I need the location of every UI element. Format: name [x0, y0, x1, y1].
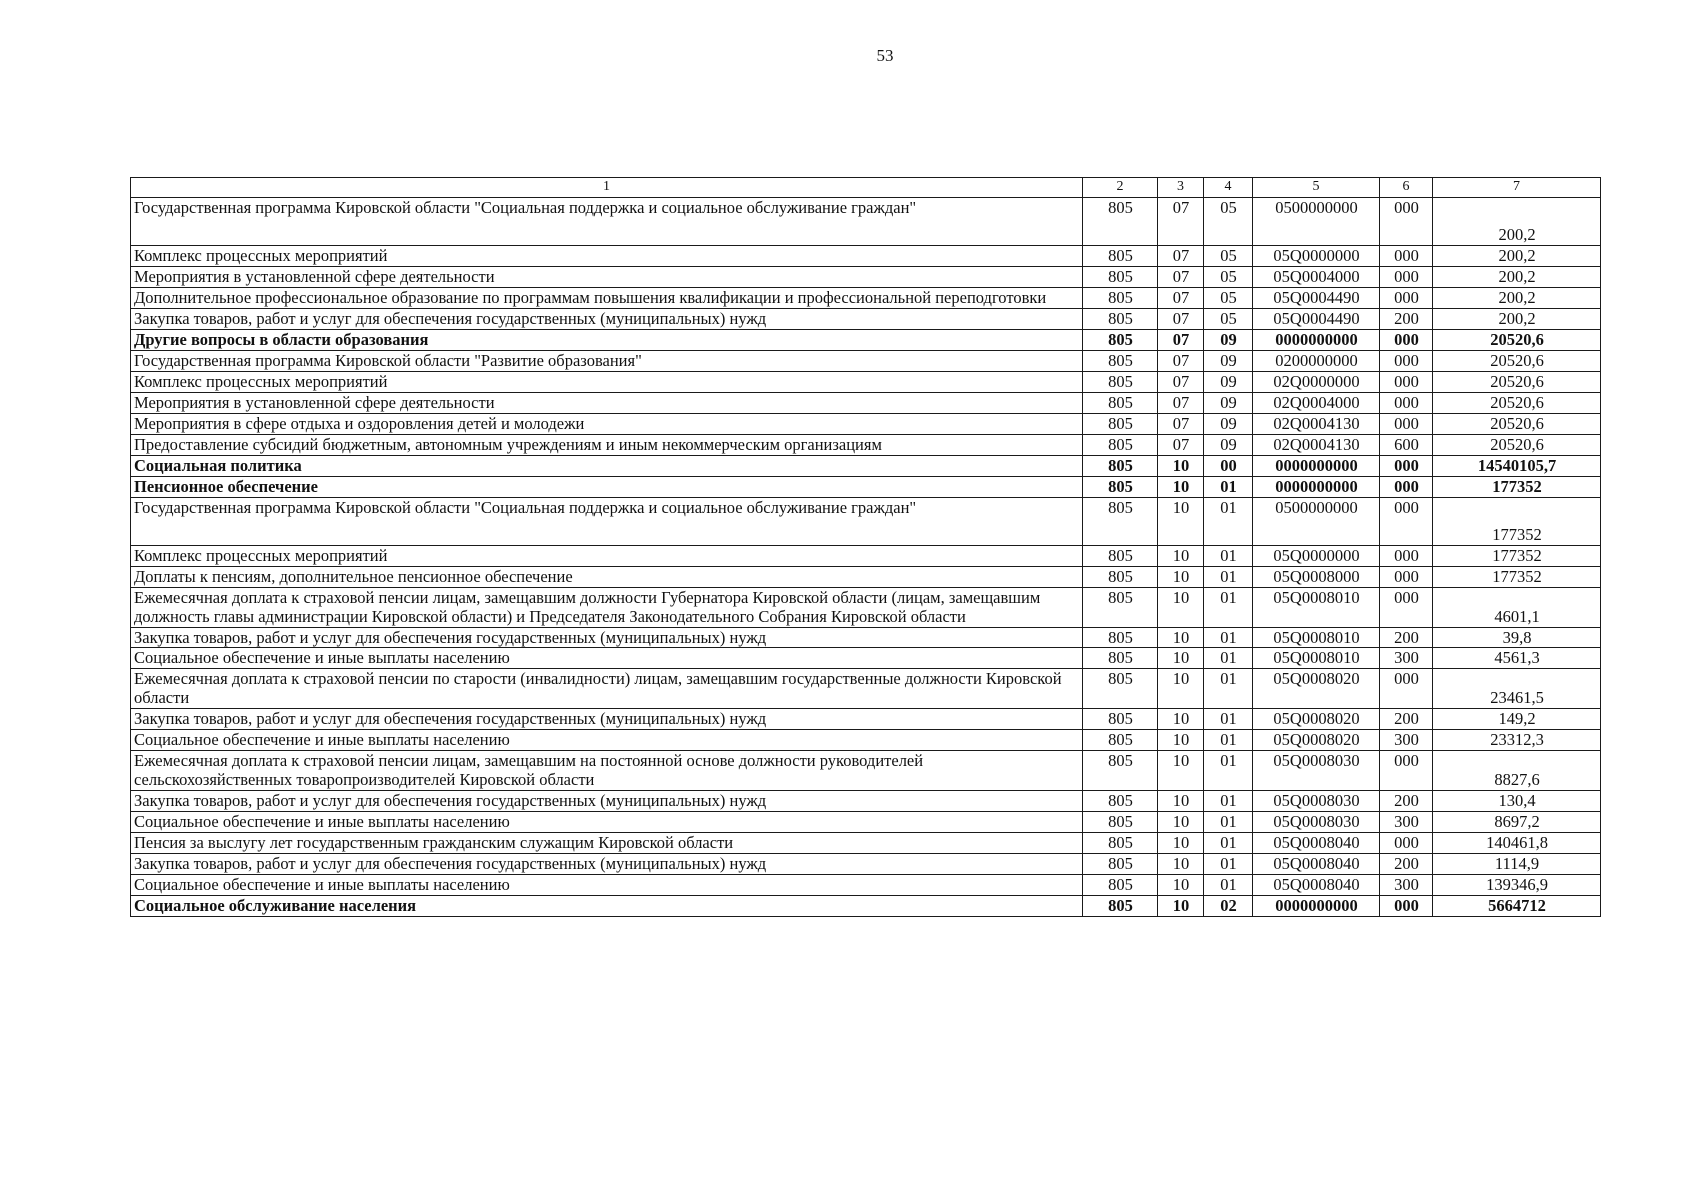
code-subsection-cell: 01: [1204, 833, 1253, 854]
amount-cell: 149,2: [1433, 709, 1601, 730]
amount-cell: 39,8: [1433, 627, 1601, 648]
code-expense-type-cell: 000: [1380, 497, 1433, 545]
code-subsection-cell: 05: [1204, 246, 1253, 267]
code-expense-type-cell: 300: [1380, 875, 1433, 896]
amount-cell: 177352: [1433, 545, 1601, 566]
code-ministry-cell: 805: [1083, 812, 1158, 833]
item-name-cell: Доплаты к пенсиям, дополнительное пенсионное обеспечение: [131, 566, 1083, 587]
code-section-cell: 10: [1158, 709, 1204, 730]
code-ministry-cell: 805: [1083, 587, 1158, 627]
code-section-cell: 10: [1158, 669, 1204, 709]
code-expense-type-cell: 000: [1380, 896, 1433, 917]
code-section-cell: 10: [1158, 455, 1204, 476]
code-ministry-cell: 805: [1083, 371, 1158, 392]
code-target-article-cell: 02Q0004000: [1253, 392, 1380, 413]
amount-cell: 139346,9: [1433, 875, 1601, 896]
code-ministry-cell: 805: [1083, 350, 1158, 371]
code-expense-type-cell: 000: [1380, 833, 1433, 854]
code-section-cell: 07: [1158, 329, 1204, 350]
code-section-cell: 10: [1158, 627, 1204, 648]
code-section-cell: 07: [1158, 371, 1204, 392]
code-section-cell: 07: [1158, 350, 1204, 371]
item-name-cell: Социальное обеспечение и иные выплаты населению: [131, 812, 1083, 833]
code-target-article-cell: 0000000000: [1253, 476, 1380, 497]
amount-cell: 200,2: [1433, 246, 1601, 267]
table-row: [131, 455, 1601, 476]
code-subsection-cell: 01: [1204, 709, 1253, 730]
code-subsection-cell: 01: [1204, 854, 1253, 875]
budget-table: [130, 177, 1601, 917]
code-ministry-cell: 805: [1083, 266, 1158, 287]
table-row: [131, 730, 1601, 751]
table-row: [131, 648, 1601, 669]
item-name-cell: Комплекс процессных мероприятий: [131, 246, 1083, 267]
amount-cell: 177352: [1433, 476, 1601, 497]
code-subsection-cell: 01: [1204, 627, 1253, 648]
header-col-7: 7: [1433, 178, 1601, 198]
item-name-cell: Закупка товаров, работ и услуг для обеспечения государственных (муниципальных) нужд: [131, 308, 1083, 329]
table-row: [131, 751, 1601, 791]
code-target-article-cell: 05Q0008010: [1253, 648, 1380, 669]
table-row: [131, 476, 1601, 497]
code-subsection-cell: 02: [1204, 896, 1253, 917]
amount-cell: 200,2: [1433, 198, 1601, 246]
code-subsection-cell: 01: [1204, 476, 1253, 497]
code-target-article-cell: 05Q0000000: [1253, 545, 1380, 566]
item-name-cell: Закупка товаров, работ и услуг для обеспечения государственных (муниципальных) нужд: [131, 791, 1083, 812]
code-target-article-cell: 05Q0008030: [1253, 791, 1380, 812]
table-row: [131, 413, 1601, 434]
table-header-row: [131, 178, 1601, 198]
code-ministry-cell: 805: [1083, 476, 1158, 497]
code-ministry-cell: 805: [1083, 566, 1158, 587]
code-subsection-cell: 01: [1204, 669, 1253, 709]
table-row: [131, 896, 1601, 917]
code-expense-type-cell: 000: [1380, 371, 1433, 392]
code-expense-type-cell: 000: [1380, 266, 1433, 287]
code-section-cell: 07: [1158, 392, 1204, 413]
table-row: [131, 854, 1601, 875]
code-subsection-cell: 01: [1204, 587, 1253, 627]
code-ministry-cell: 805: [1083, 730, 1158, 751]
code-ministry-cell: 805: [1083, 246, 1158, 267]
code-section-cell: 10: [1158, 545, 1204, 566]
code-section-cell: 10: [1158, 648, 1204, 669]
code-target-article-cell: 05Q0008040: [1253, 875, 1380, 896]
code-ministry-cell: 805: [1083, 875, 1158, 896]
code-subsection-cell: 09: [1204, 371, 1253, 392]
code-subsection-cell: 01: [1204, 545, 1253, 566]
table-row: [131, 434, 1601, 455]
code-expense-type-cell: 000: [1380, 669, 1433, 709]
code-subsection-cell: 09: [1204, 434, 1253, 455]
code-section-cell: 10: [1158, 791, 1204, 812]
item-name-cell: Закупка товаров, работ и услуг для обеспечения государственных (муниципальных) нужд: [131, 854, 1083, 875]
code-subsection-cell: 05: [1204, 308, 1253, 329]
code-expense-type-cell: 600: [1380, 434, 1433, 455]
code-subsection-cell: 09: [1204, 392, 1253, 413]
table-row: [131, 287, 1601, 308]
code-target-article-cell: 05Q0008040: [1253, 833, 1380, 854]
code-target-article-cell: 05Q0008010: [1253, 627, 1380, 648]
code-expense-type-cell: 000: [1380, 287, 1433, 308]
item-name-cell: Мероприятия в установленной сфере деятельности: [131, 266, 1083, 287]
table-row: [131, 246, 1601, 267]
code-expense-type-cell: 000: [1380, 392, 1433, 413]
code-subsection-cell: 05: [1204, 287, 1253, 308]
code-section-cell: 10: [1158, 497, 1204, 545]
code-ministry-cell: 805: [1083, 854, 1158, 875]
code-target-article-cell: 0000000000: [1253, 896, 1380, 917]
code-target-article-cell: 0500000000: [1253, 497, 1380, 545]
amount-cell: 5664712: [1433, 896, 1601, 917]
code-section-cell: 07: [1158, 308, 1204, 329]
code-ministry-cell: 805: [1083, 434, 1158, 455]
code-section-cell: 10: [1158, 854, 1204, 875]
code-expense-type-cell: 200: [1380, 854, 1433, 875]
code-expense-type-cell: 200: [1380, 709, 1433, 730]
code-expense-type-cell: 000: [1380, 751, 1433, 791]
code-target-article-cell: 05Q0008020: [1253, 730, 1380, 751]
code-target-article-cell: 02Q0000000: [1253, 371, 1380, 392]
code-ministry-cell: 805: [1083, 627, 1158, 648]
code-target-article-cell: 05Q0000000: [1253, 246, 1380, 267]
code-section-cell: 10: [1158, 587, 1204, 627]
code-subsection-cell: 09: [1204, 350, 1253, 371]
amount-cell: 200,2: [1433, 308, 1601, 329]
table-row: [131, 709, 1601, 730]
amount-cell: 23312,3: [1433, 730, 1601, 751]
item-name-cell: Ежемесячная доплата к страховой пенсии лицам, замещавшим должности Губернатора Кировской области (лицам, замещавшим должность главы администрации Кировской области) и Председателя Законодательного Собрания Кировской области: [131, 587, 1083, 627]
amount-cell: 4601,1: [1433, 587, 1601, 627]
code-section-cell: 10: [1158, 833, 1204, 854]
table-row: [131, 392, 1601, 413]
code-expense-type-cell: 000: [1380, 246, 1433, 267]
code-ministry-cell: 805: [1083, 709, 1158, 730]
code-section-cell: 10: [1158, 751, 1204, 791]
amount-cell: 200,2: [1433, 287, 1601, 308]
code-ministry-cell: 805: [1083, 413, 1158, 434]
code-section-cell: 10: [1158, 875, 1204, 896]
code-target-article-cell: 02Q0004130: [1253, 434, 1380, 455]
item-name-cell: Ежемесячная доплата к страховой пенсии по старости (инвалидности) лицам, замещавшим государственные должности Кировской области: [131, 669, 1083, 709]
code-expense-type-cell: 000: [1380, 545, 1433, 566]
code-ministry-cell: 805: [1083, 392, 1158, 413]
table-row: [131, 833, 1601, 854]
header-col-6: 6: [1380, 178, 1433, 198]
table-row: [131, 371, 1601, 392]
code-ministry-cell: 805: [1083, 896, 1158, 917]
table-row: [131, 198, 1601, 246]
amount-cell: 140461,8: [1433, 833, 1601, 854]
code-expense-type-cell: 000: [1380, 566, 1433, 587]
code-target-article-cell: 05Q0008010: [1253, 587, 1380, 627]
header-col-2: 2: [1083, 178, 1158, 198]
item-name-cell: Закупка товаров, работ и услуг для обеспечения государственных (муниципальных) нужд: [131, 627, 1083, 648]
item-name-cell: Мероприятия в сфере отдыха и оздоровления детей и молодежи: [131, 413, 1083, 434]
code-target-article-cell: 05Q0004490: [1253, 308, 1380, 329]
code-section-cell: 07: [1158, 246, 1204, 267]
code-ministry-cell: 805: [1083, 497, 1158, 545]
item-name-cell: Социальное обеспечение и иные выплаты населению: [131, 875, 1083, 896]
code-section-cell: 10: [1158, 566, 1204, 587]
item-name-cell: Дополнительное профессиональное образование по программам повышения квалификации и профессиональной переподготовки: [131, 287, 1083, 308]
item-name-cell: Другие вопросы в области образования: [131, 329, 1083, 350]
code-ministry-cell: 805: [1083, 455, 1158, 476]
code-target-article-cell: 0000000000: [1253, 329, 1380, 350]
code-expense-type-cell: 300: [1380, 730, 1433, 751]
table-row: [131, 566, 1601, 587]
amount-cell: 4561,3: [1433, 648, 1601, 669]
amount-cell: 200,2: [1433, 266, 1601, 287]
amount-cell: 177352: [1433, 566, 1601, 587]
amount-cell: 23461,5: [1433, 669, 1601, 709]
item-name-cell: Государственная программа Кировской области "Социальная поддержка и социальное обслуживание граждан": [131, 497, 1083, 545]
code-expense-type-cell: 000: [1380, 476, 1433, 497]
header-col-3: 3: [1158, 178, 1204, 198]
code-ministry-cell: 805: [1083, 198, 1158, 246]
code-target-article-cell: 0000000000: [1253, 455, 1380, 476]
item-name-cell: Социальное обеспечение и иные выплаты населению: [131, 648, 1083, 669]
amount-cell: 177352: [1433, 497, 1601, 545]
code-ministry-cell: 805: [1083, 751, 1158, 791]
table-row: [131, 266, 1601, 287]
code-expense-type-cell: 000: [1380, 455, 1433, 476]
table-row: [131, 545, 1601, 566]
code-section-cell: 07: [1158, 287, 1204, 308]
amount-cell: 20520,6: [1433, 329, 1601, 350]
code-target-article-cell: 05Q0008000: [1253, 566, 1380, 587]
amount-cell: 20520,6: [1433, 434, 1601, 455]
code-subsection-cell: 01: [1204, 730, 1253, 751]
code-subsection-cell: 00: [1204, 455, 1253, 476]
table-row: [131, 329, 1601, 350]
code-ministry-cell: 805: [1083, 329, 1158, 350]
code-subsection-cell: 01: [1204, 812, 1253, 833]
code-ministry-cell: 805: [1083, 833, 1158, 854]
item-name-cell: Социальная политика: [131, 455, 1083, 476]
amount-cell: 1114,9: [1433, 854, 1601, 875]
code-target-article-cell: 05Q0008020: [1253, 669, 1380, 709]
code-target-article-cell: 05Q0008030: [1253, 751, 1380, 791]
header-col-1: 1: [131, 178, 1083, 198]
item-name-cell: Мероприятия в установленной сфере деятельности: [131, 392, 1083, 413]
code-expense-type-cell: 000: [1380, 587, 1433, 627]
amount-cell: 20520,6: [1433, 371, 1601, 392]
code-expense-type-cell: 300: [1380, 648, 1433, 669]
code-subsection-cell: 01: [1204, 566, 1253, 587]
table-row: [131, 308, 1601, 329]
code-expense-type-cell: 000: [1380, 329, 1433, 350]
code-expense-type-cell: 300: [1380, 812, 1433, 833]
item-name-cell: Пенсионное обеспечение: [131, 476, 1083, 497]
amount-cell: 8827,6: [1433, 751, 1601, 791]
code-section-cell: 10: [1158, 896, 1204, 917]
code-target-article-cell: 05Q0008040: [1253, 854, 1380, 875]
amount-cell: 8697,2: [1433, 812, 1601, 833]
code-subsection-cell: 01: [1204, 751, 1253, 791]
item-name-cell: Закупка товаров, работ и услуг для обеспечения государственных (муниципальных) нужд: [131, 709, 1083, 730]
item-name-cell: Пенсия за выслугу лет государственным гражданским служащим Кировской области: [131, 833, 1083, 854]
code-subsection-cell: 05: [1204, 198, 1253, 246]
item-name-cell: Ежемесячная доплата к страховой пенсии лицам, замещавшим на постоянной основе должности руководителей сельскохозяйственных товаропроизводителей Кировской области: [131, 751, 1083, 791]
code-subsection-cell: 01: [1204, 875, 1253, 896]
item-name-cell: Комплекс процессных мероприятий: [131, 545, 1083, 566]
amount-cell: 14540105,7: [1433, 455, 1601, 476]
code-subsection-cell: 01: [1204, 497, 1253, 545]
page-number: 53: [876, 46, 894, 65]
code-ministry-cell: 805: [1083, 669, 1158, 709]
item-name-cell: Государственная программа Кировской области "Социальная поддержка и социальное обслуживание граждан": [131, 198, 1083, 246]
header-col-4: 4: [1204, 178, 1253, 198]
table-row: [131, 812, 1601, 833]
code-section-cell: 10: [1158, 730, 1204, 751]
code-ministry-cell: 805: [1083, 648, 1158, 669]
code-ministry-cell: 805: [1083, 287, 1158, 308]
code-expense-type-cell: 200: [1380, 308, 1433, 329]
code-ministry-cell: 805: [1083, 308, 1158, 329]
item-name-cell: Социальное обеспечение и иные выплаты населению: [131, 730, 1083, 751]
code-target-article-cell: 0500000000: [1253, 198, 1380, 246]
code-expense-type-cell: 000: [1380, 350, 1433, 371]
amount-cell: 20520,6: [1433, 350, 1601, 371]
amount-cell: 130,4: [1433, 791, 1601, 812]
code-subsection-cell: 09: [1204, 413, 1253, 434]
code-expense-type-cell: 200: [1380, 627, 1433, 648]
code-ministry-cell: 805: [1083, 545, 1158, 566]
code-expense-type-cell: 000: [1380, 413, 1433, 434]
code-section-cell: 07: [1158, 198, 1204, 246]
code-ministry-cell: 805: [1083, 791, 1158, 812]
code-section-cell: 10: [1158, 812, 1204, 833]
code-section-cell: 07: [1158, 266, 1204, 287]
table-row: [131, 497, 1601, 545]
code-subsection-cell: 01: [1204, 648, 1253, 669]
code-target-article-cell: 0200000000: [1253, 350, 1380, 371]
code-target-article-cell: 05Q0008020: [1253, 709, 1380, 730]
amount-cell: 20520,6: [1433, 413, 1601, 434]
item-name-cell: Государственная программа Кировской области "Развитие образования": [131, 350, 1083, 371]
item-name-cell: Комплекс процессных мероприятий: [131, 371, 1083, 392]
table-row: [131, 350, 1601, 371]
code-subsection-cell: 01: [1204, 791, 1253, 812]
table-row: [131, 669, 1601, 709]
table-row: [131, 627, 1601, 648]
code-expense-type-cell: 000: [1380, 198, 1433, 246]
table-row: [131, 875, 1601, 896]
table-row: [131, 791, 1601, 812]
header-col-5: 5: [1253, 178, 1380, 198]
table-row: [131, 587, 1601, 627]
code-target-article-cell: 05Q0008030: [1253, 812, 1380, 833]
amount-cell: 20520,6: [1433, 392, 1601, 413]
code-section-cell: 07: [1158, 413, 1204, 434]
code-section-cell: 10: [1158, 476, 1204, 497]
code-expense-type-cell: 200: [1380, 791, 1433, 812]
item-name-cell: Предоставление субсидий бюджетным, автономным учреждениям и иным некоммерческим организациям: [131, 434, 1083, 455]
code-subsection-cell: 05: [1204, 266, 1253, 287]
code-target-article-cell: 02Q0004130: [1253, 413, 1380, 434]
code-target-article-cell: 05Q0004490: [1253, 287, 1380, 308]
table-body: [131, 198, 1601, 917]
code-target-article-cell: 05Q0004000: [1253, 266, 1380, 287]
code-section-cell: 07: [1158, 434, 1204, 455]
item-name-cell: Социальное обслуживание населения: [131, 896, 1083, 917]
code-subsection-cell: 09: [1204, 329, 1253, 350]
